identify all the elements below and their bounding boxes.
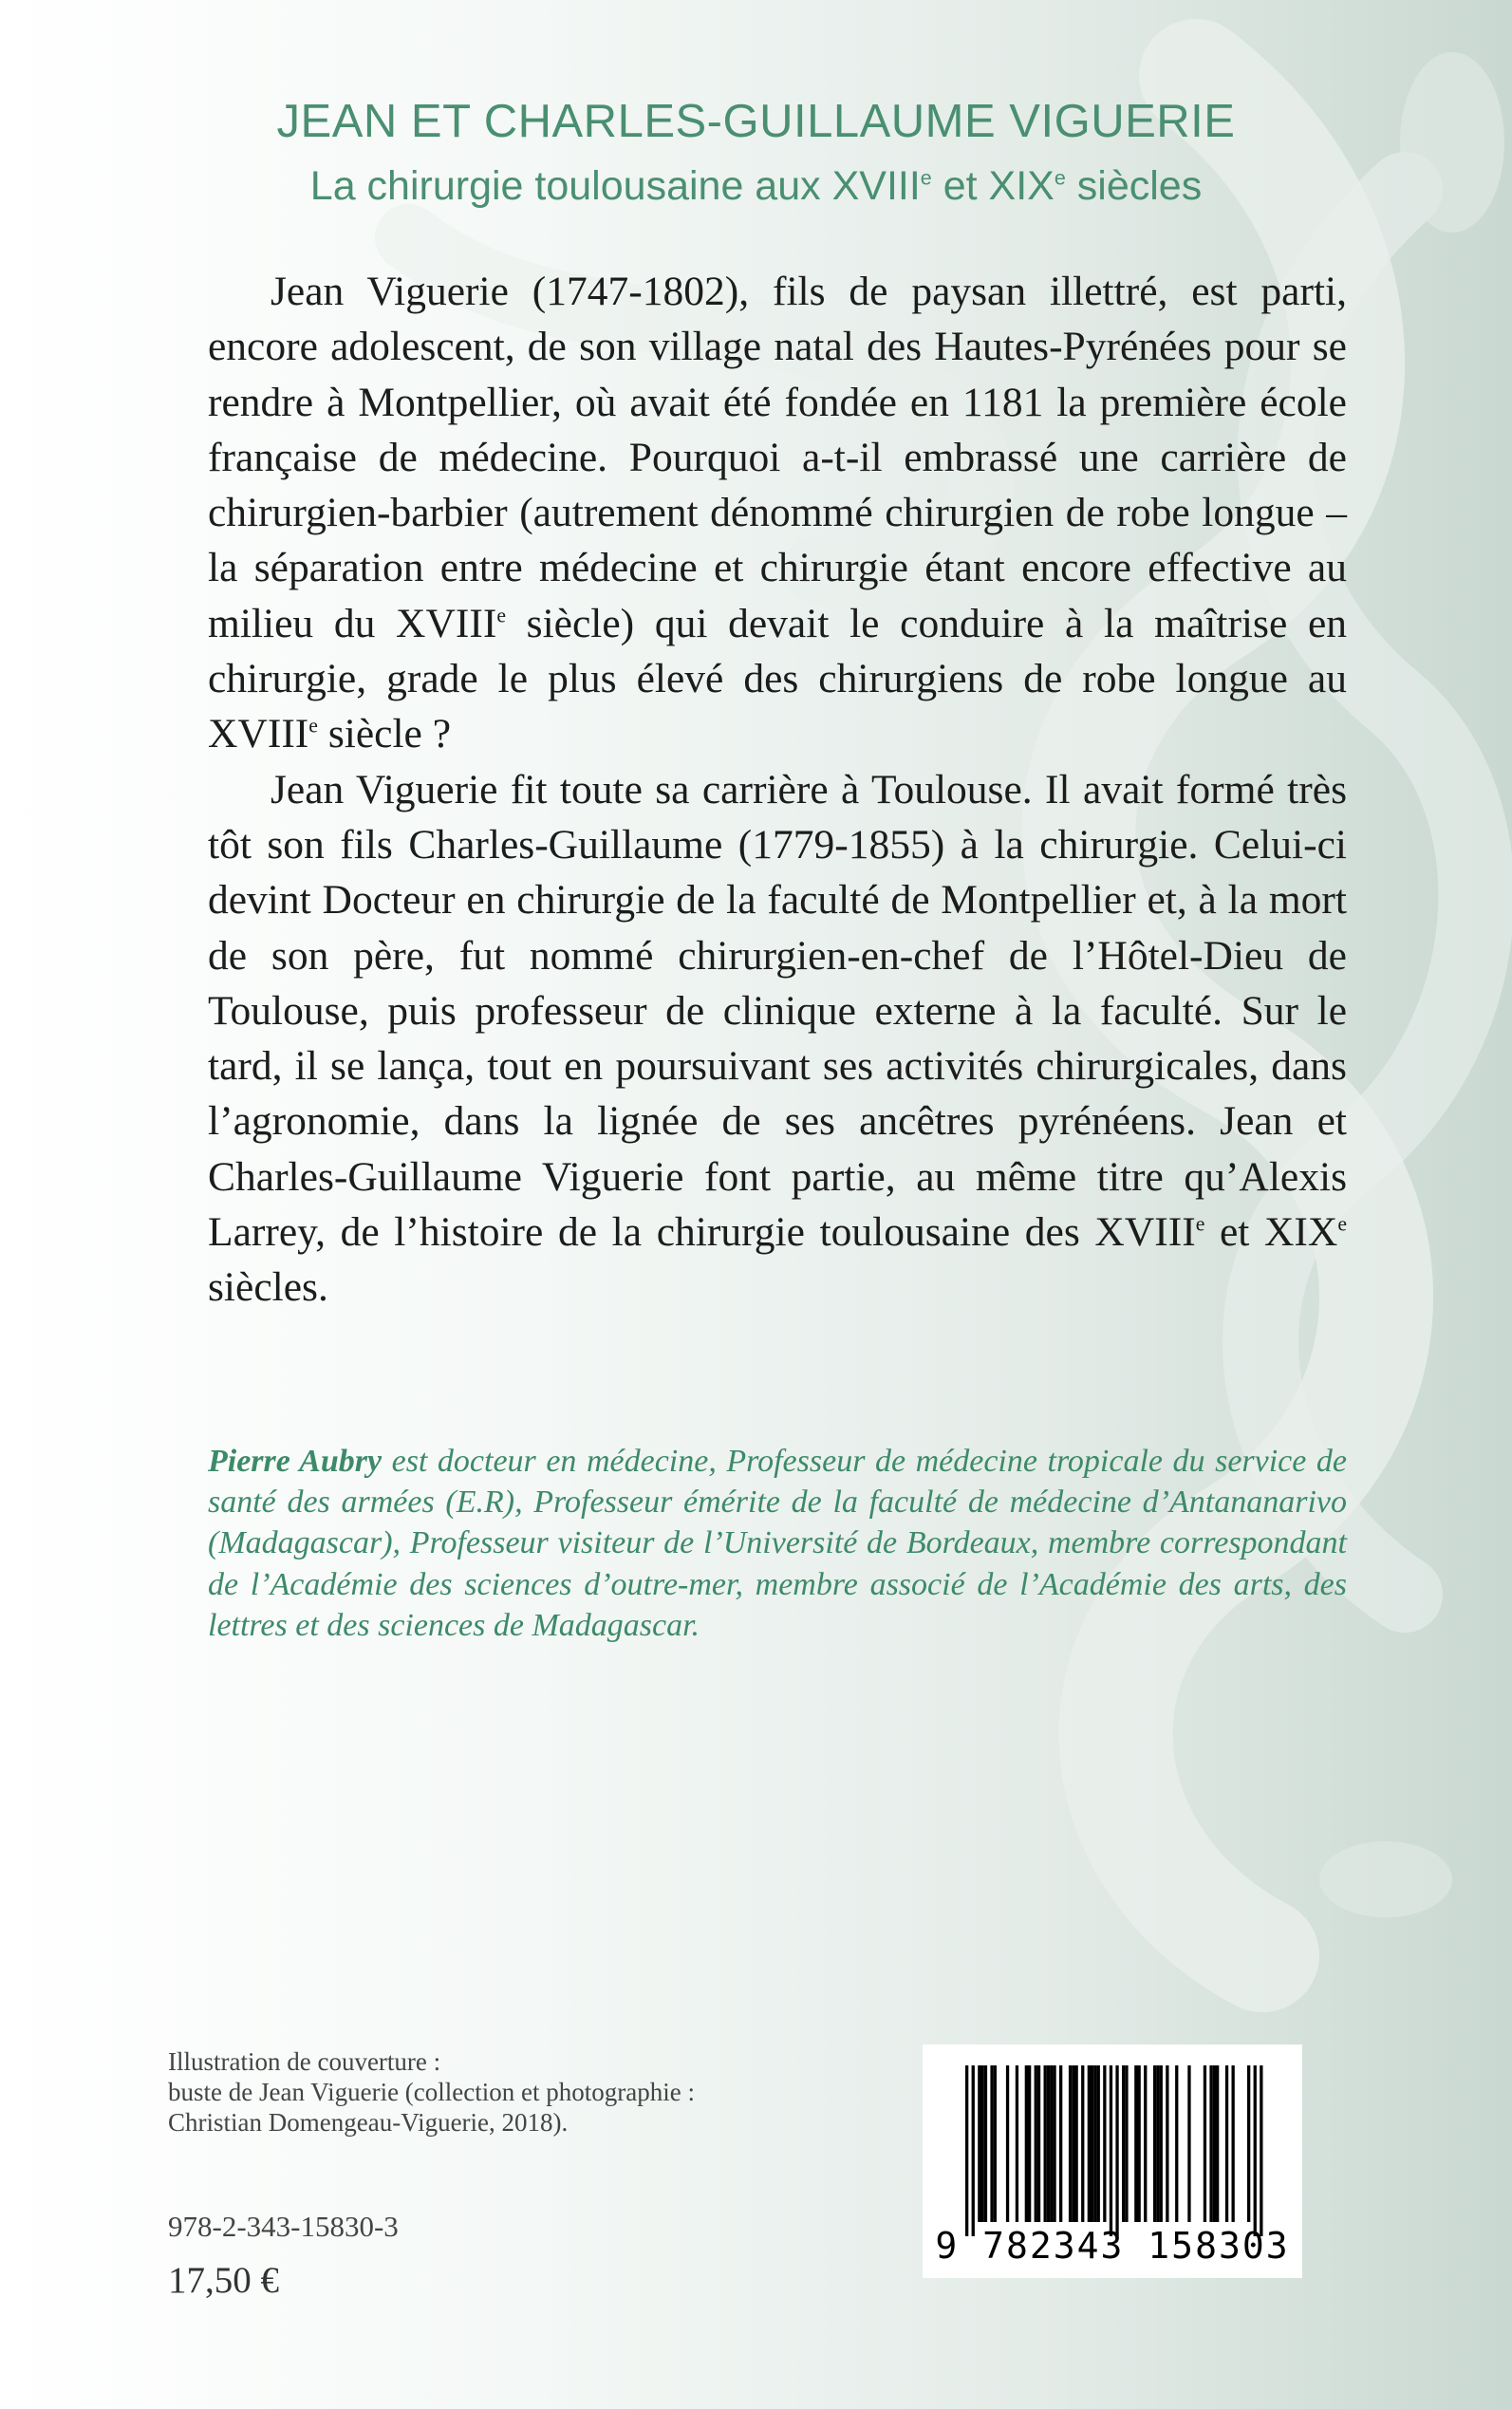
- barcode-bar: [1059, 2065, 1062, 2222]
- barcode-bar: [1097, 2065, 1100, 2222]
- credit-line: Christian Domengeau-Viguerie, 2018).: [168, 2108, 569, 2137]
- barcode-bar: [1156, 2065, 1159, 2222]
- text-run: Jean Viguerie (1747-1802), fils de paysan illettré, est parti, encore adolescent, de son village natal des Hautes-Pyrénées pour se rendre à Montpellier, où avait été fondée en 1181 la première école française de médecine. Pourquoi a-t-il embrassé une carrière de chirurgien-barbier (autrement dénommé chirurgien de robe longue – la séparation entre médecine et chirurgie étant encore effective au milieu du XVIII: [208, 269, 1347, 646]
- text-run: siècle ?: [317, 711, 452, 757]
- superscript: e: [496, 604, 506, 627]
- barcode-bar: [1103, 2065, 1106, 2222]
- barcode-bar: [1081, 2065, 1084, 2222]
- barcode-bar: [1110, 2065, 1112, 2236]
- barcode-bar: [1044, 2065, 1047, 2222]
- barcode-bar: [1035, 2065, 1037, 2222]
- barcode: [923, 2045, 1302, 2278]
- barcode-bar: [1016, 2065, 1018, 2222]
- barcode-bar: [1153, 2065, 1156, 2222]
- barcode-bar: [1216, 2065, 1219, 2222]
- barcode-bar: [965, 2065, 968, 2236]
- price: 17,50 €: [168, 2260, 279, 2301]
- barcode-bar: [1069, 2065, 1072, 2222]
- superscript: e: [920, 166, 932, 190]
- barcode-bar: [1088, 2065, 1091, 2222]
- superscript: e: [308, 714, 318, 738]
- barcode-bar: [981, 2065, 984, 2222]
- superscript: e: [1054, 166, 1066, 190]
- credit-line: Illustration de couverture :: [168, 2047, 441, 2076]
- book-title: JEAN ET CHARLES-GUILLAUME VIGUERIE: [276, 96, 1236, 147]
- barcode-bar: [1232, 2065, 1235, 2222]
- subtitle-part: et XIX: [931, 163, 1055, 209]
- barcode-bar: [1093, 2065, 1096, 2222]
- barcode-bar: [994, 2065, 997, 2222]
- barcode-bar: [1254, 2065, 1257, 2236]
- barcode-bar: [1050, 2065, 1053, 2222]
- text-run: siècles.: [208, 1264, 328, 1311]
- blurb-paragraph-2: [208, 762, 1347, 1316]
- barcode-bar: [972, 2065, 975, 2236]
- barcode-digits: 9 782343 158303: [935, 2225, 1290, 2267]
- superscript: e: [1337, 1212, 1347, 1236]
- barcode-bar: [1006, 2065, 1009, 2222]
- barcode-bar: [1204, 2065, 1206, 2222]
- barcode-bar: [1260, 2065, 1262, 2236]
- barcode-bar: [1134, 2065, 1137, 2222]
- subtitle-part: La chirurgie toulousaine aux XVIII: [309, 163, 921, 209]
- barcode-bar: [1187, 2065, 1190, 2222]
- barcode-bar: [1138, 2065, 1141, 2222]
- barcode-bar: [1053, 2065, 1055, 2222]
- barcode-bar: [1144, 2065, 1147, 2222]
- author-name: Pierre Aubry: [208, 1444, 383, 1479]
- barcode-bar: [990, 2065, 993, 2222]
- barcode-bar: [1075, 2065, 1078, 2222]
- barcode-bar: [978, 2065, 980, 2222]
- author-bio-text: est docteur en médecine, Professeur de médecine tropicale du service de santé des armées (E.R), Professeur émérite de la faculté de médecine d’Antananarivo (Madagascar), Professeur visiteur de l’Université de Bordeaux, membre correspondant de l’Académie des sciences d’outre-mer, membre associé de l’Académie des arts, des lettres et des sciences de Madagascar.: [208, 1444, 1347, 1643]
- barcode-bar: [1091, 2065, 1093, 2222]
- credit-line: buste de Jean Viguerie (collection et photographie :: [168, 2078, 695, 2106]
- barcode-bar: [984, 2065, 987, 2222]
- barcode-bar: [1047, 2065, 1050, 2222]
- barcode-bar: [1037, 2065, 1040, 2222]
- barcode-bar: [1225, 2065, 1228, 2222]
- superscript: e: [1195, 1212, 1205, 1236]
- barcode-bar: [1122, 2065, 1125, 2222]
- barcode-bar: [1213, 2065, 1216, 2222]
- isbn: 978-2-343-15830-3: [168, 2210, 399, 2243]
- barcode-bar: [1125, 2065, 1128, 2222]
- barcode-bar: [1160, 2065, 1163, 2222]
- text-run: et XIX: [1204, 1209, 1338, 1256]
- barcode-bar: [1028, 2065, 1031, 2222]
- text-run: siècle) qui devait le conduire à la maîtrise en chirurgie, grade le plus élevé des chirurgiens de robe longue au XVIII: [208, 600, 1347, 757]
- barcode-bar: [1175, 2065, 1178, 2222]
- book-subtitle: [0, 163, 1512, 210]
- barcode-bar: [1247, 2065, 1250, 2222]
- barcode-bar: [1072, 2065, 1074, 2222]
- barcode-bar: [1025, 2065, 1028, 2222]
- barcode-bar: [1115, 2065, 1118, 2236]
- barcode-bar: [1209, 2065, 1212, 2222]
- text-run: Jean Viguerie fit toute sa carrière à Toulouse. Il avait formé très tôt son fils Charles-Guillaume (1779-1855) à la chirurgie. Celui-ci devint Docteur en chirurgie de la faculté de Montpellier et, à la mort de son père, fut nommé chirurgien-en-chef de l’Hôtel-Dieu de Toulouse, puis professeur de clinique externe à la faculté. Sur le tard, il se lança, tout en poursuivant ses activités chirurgicales, dans l’agronomie, dans la lignée de ses ancêtres pyrénéens. Jean et Charles-Guillaume Viguerie font partie, au même titre qu’Alexis Larrey, de l’histoire de la chirurgie toulousaine des XVIII: [208, 766, 1347, 1256]
- subtitle-part: siècles: [1065, 163, 1203, 209]
- cover-credit: [168, 2046, 870, 2138]
- author-bio: [208, 1441, 1347, 1646]
- blurb-paragraph-1: [208, 264, 1347, 762]
- blurb: [208, 264, 1347, 1316]
- barcode-bar: [1166, 2065, 1168, 2222]
